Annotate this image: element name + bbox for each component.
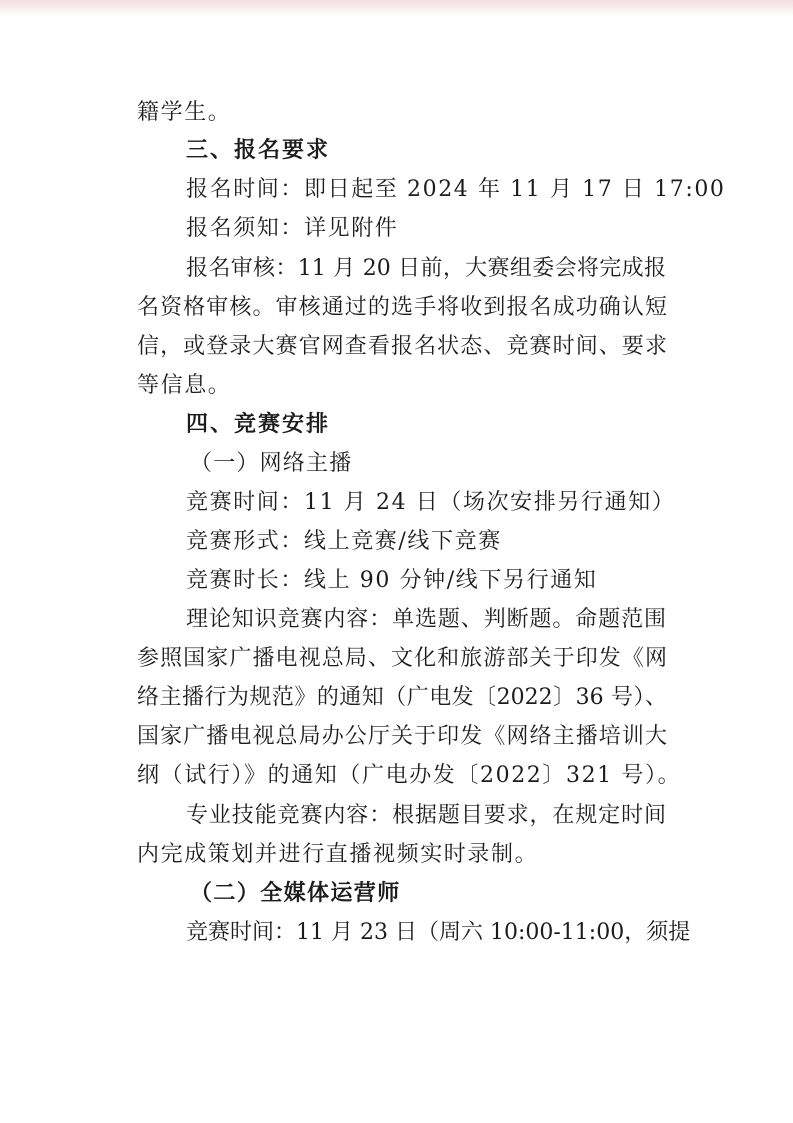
text-line-comp-form: 竞赛形式：线上竞赛/线下竞赛 [186,529,502,554]
text-line-theory-2: 参照国家广播电视总局、文化和旅游部关于印发《网 [137,646,667,671]
section-heading-3: 三、报名要求 [186,138,331,163]
text-line-theory-3: 络主播行为规范》的通知（广电发〔2022〕36 号）、 [137,685,667,710]
text-line-cont: 籍学生。 [137,100,232,125]
subsection-heading-2: （二）全媒体运营师 [190,881,401,906]
text-line-reg-review-2: 名资格审核。审核通过的选手将收到报名成功确认短 [137,295,667,320]
text-line-comp-time-1: 竞赛时间：11 月 24 日（场次安排另行通知） [186,490,676,515]
text-line-theory-5: 纲（试行）》的通知（广电办发〔2022〕321 号）。 [137,763,682,788]
text-line-comp-time-2: 竞赛时间：11 月 23 日（周六 10:00-11:00，须提 [186,920,691,945]
text-line-reg-review: 报名审核：11 月 20 日前，大赛组委会将完成报 [186,256,666,281]
text-line-reg-review-4: 等信息。 [137,373,232,398]
text-line-theory-4: 国家广播电视总局办公厅关于印发《网络主播培训大 [137,724,667,749]
text-line-skill: 专业技能竞赛内容：根据题目要求，在规定时间 [186,803,666,828]
text-line-reg-notice: 报名须知：详见附件 [186,216,399,241]
text-line-theory: 理论知识竞赛内容：单选题、判断题。命题范围 [186,607,666,632]
text-line-reg-review-3: 信，或登录大赛官网查看报名状态、竞赛时间、要求 [137,334,667,359]
text-line-skill-2: 内完成策划并进行直播视频实时录制。 [137,842,539,867]
text-line-reg-time: 报名时间：即日起至 2024 年 11 月 17 日 17:00 [186,177,726,202]
text-line-comp-duration: 竞赛时长：线上 90 分钟/线下另行通知 [186,568,598,593]
subsection-heading-1: （一）网络主播 [190,451,353,476]
section-heading-4: 四、竞赛安排 [186,412,331,437]
